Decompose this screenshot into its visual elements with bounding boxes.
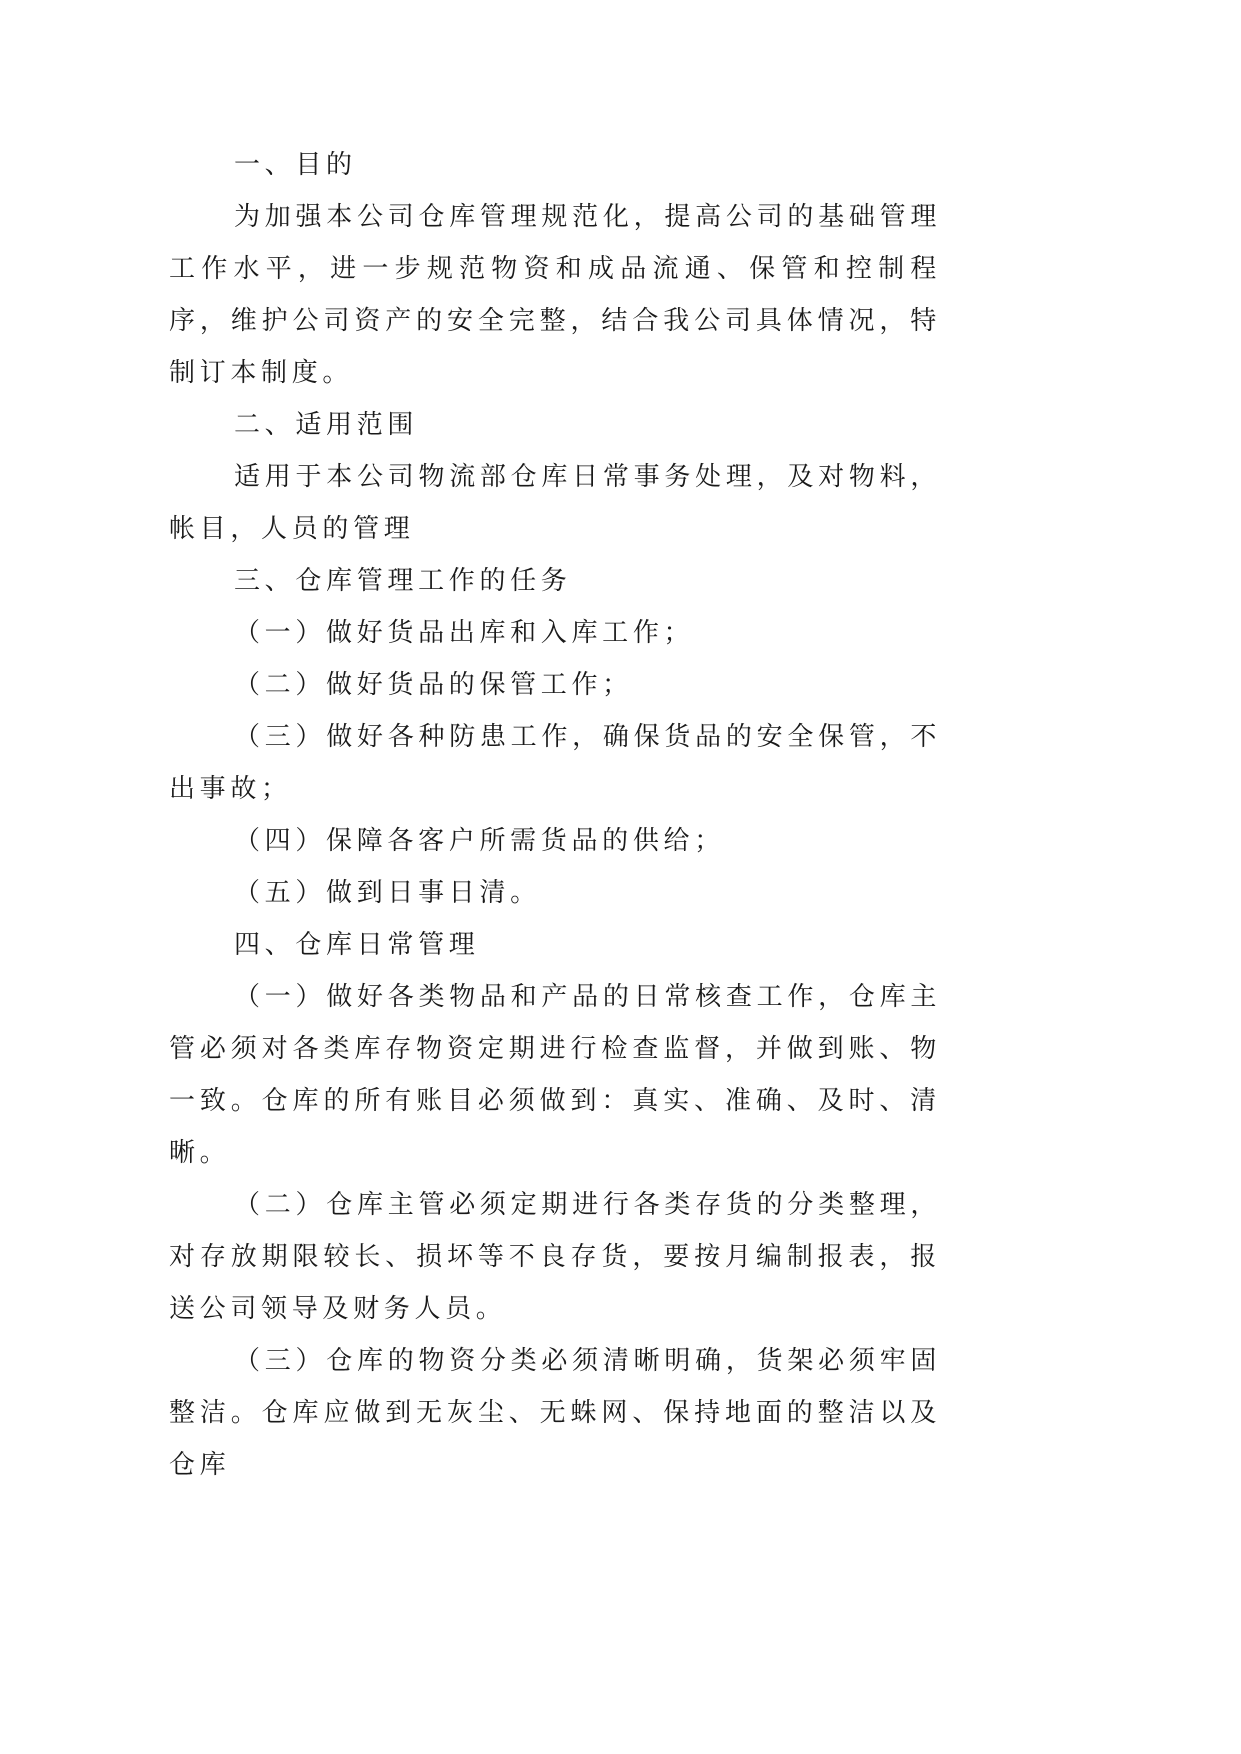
task-item-4: （四）保障各客户所需货品的供给； xyxy=(234,826,725,856)
task-item-1: （一）做好货品出库和入库工作； xyxy=(234,618,695,648)
paragraph-purpose: 为加强本公司仓库管理规范化，提高公司的基础管理工作水平，进一步规范物资和成品流通、保管和控制程序，维护公司资产的安全完整，结合我公司具体情况，特制订本制度。 xyxy=(169,202,941,388)
section-heading-scope: 二、适用范围 xyxy=(234,410,419,440)
task-item-5: （五）做到日事日清。 xyxy=(234,878,541,908)
management-item-3: （三）仓库的物资分类必须清晰明确，货架必须牢固整洁。仓库应做到无灰尘、无蛛网、保持地面的整洁以及仓库 xyxy=(169,1346,941,1480)
document-body xyxy=(169,139,941,1491)
section-heading-daily-management: 四、仓库日常管理 xyxy=(234,930,480,960)
management-item-2: （二）仓库主管必须定期进行各类存货的分类整理，对存放期限较长、损坏等不良存货，要按月编制报表，报送公司领导及财务人员。 xyxy=(169,1190,941,1324)
section-heading-purpose: 一、目的 xyxy=(234,150,357,180)
management-item-1: （一）做好各类物品和产品的日常核查工作，仓库主管必须对各类库存物资定期进行检查监督，并做到账、物一致。仓库的所有账目必须做到：真实、准确、及时、清晰。 xyxy=(169,982,941,1168)
paragraph-scope: 适用于本公司物流部仓库日常事务处理，及对物料，帐目，人员的管理 xyxy=(169,462,941,544)
section-heading-tasks: 三、仓库管理工作的任务 xyxy=(234,566,572,596)
task-item-2: （二）做好货品的保管工作； xyxy=(234,670,633,700)
task-item-3: （三）做好各种防患工作，确保货品的安全保管，不出事故； xyxy=(169,722,941,804)
